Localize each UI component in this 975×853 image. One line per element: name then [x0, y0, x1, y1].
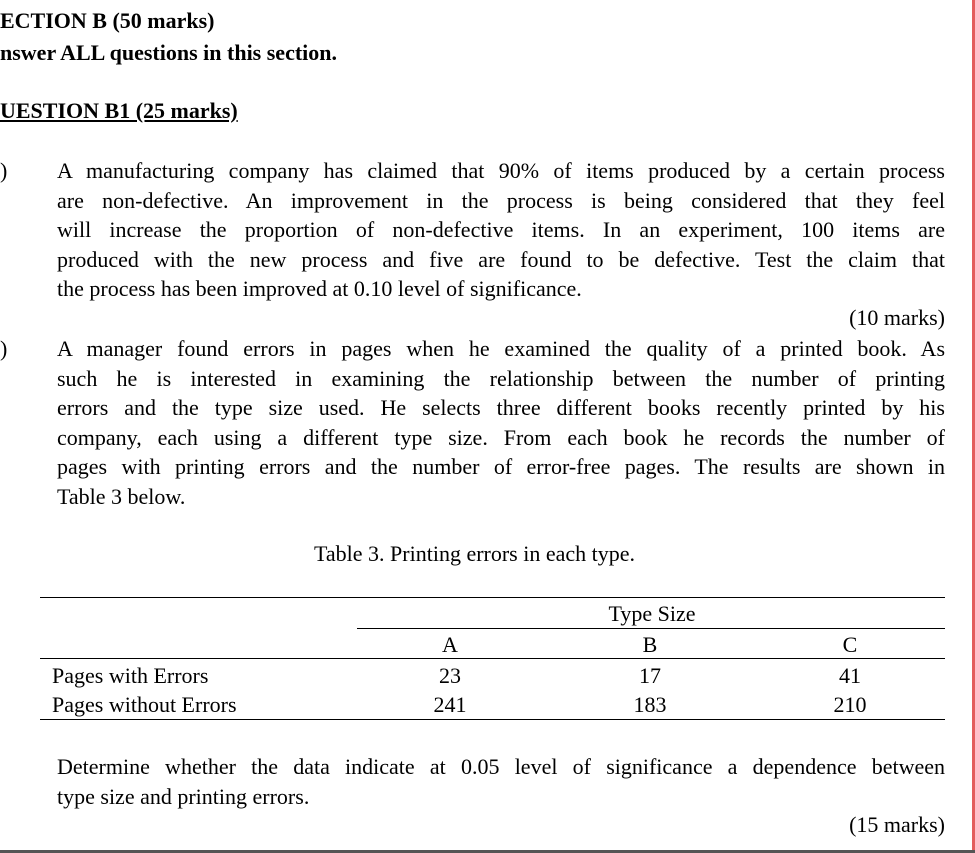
part-a-line: the process has been improved at 0.10 level of significance. [57, 276, 582, 302]
table-cell: 17 [639, 663, 661, 688]
table-row-label: Pages without Errors [52, 692, 237, 717]
table-column-header: C [842, 632, 858, 657]
part-a-line: produced with the new process and five are found to be defective. Test the claim that [57, 246, 945, 272]
part-b-question-line: Determine whether the data indicate at 0.05 level of significance a dependence between [57, 754, 945, 779]
table-group-header: Type Size [608, 601, 696, 626]
table-column-header: B [642, 632, 658, 657]
part-b-label: ) [0, 336, 8, 361]
part-a-line: will increase the proportion of non-defective items. In an experiment, 100 items are [57, 217, 945, 243]
part-b-question [57, 752, 945, 811]
part-b-line: errors and the type size used. He selects three different books recently printed by his [57, 395, 945, 421]
part-b-line: pages with printing errors and the number of error-free pages. The results are shown in [57, 454, 945, 480]
part-b-question-line: type size and printing errors. [57, 783, 310, 809]
part-a-marks: (10 marks) [849, 305, 945, 330]
part-a-text [57, 156, 945, 304]
part-b-text [57, 334, 945, 512]
table-caption: Table 3. Printing errors in each type. [314, 541, 636, 566]
table-column-header: A [442, 632, 458, 657]
table-bottom-rule [40, 719, 945, 720]
section-title: ECTION B (50 marks) [0, 8, 215, 33]
table-cell: 183 [633, 692, 667, 717]
part-a-label: ) [0, 158, 8, 183]
table-header-rule [40, 658, 945, 659]
section-instruction: nswer ALL questions in this section. [0, 40, 338, 65]
table-cell: 23 [439, 663, 461, 688]
question-heading: UESTION B1 (25 marks) [0, 98, 238, 123]
part-b-line: company, each using a different type size. From each book he records the number of [57, 424, 945, 450]
table-row-label: Pages with Errors [52, 663, 209, 688]
part-a-line: A manufacturing company has claimed that 90% of items produced by a certain process [57, 158, 945, 183]
table-group-rule [357, 628, 945, 629]
part-b-line: such he is interested in examining the relationship between the number of printing [57, 365, 945, 391]
part-b-line: A manager found errors in pages when he examined the quality of a printed book. As [57, 336, 945, 361]
part-b-line: Table 3 below. [57, 483, 186, 509]
part-a-line: are non-defective. An improvement in the process is being considered that they feel [57, 187, 945, 213]
table-cell: 41 [839, 663, 861, 688]
part-b-marks: (15 marks) [849, 812, 945, 837]
table-cell: 210 [833, 692, 867, 717]
table-top-rule [40, 597, 945, 598]
table-cell: 241 [433, 692, 467, 717]
